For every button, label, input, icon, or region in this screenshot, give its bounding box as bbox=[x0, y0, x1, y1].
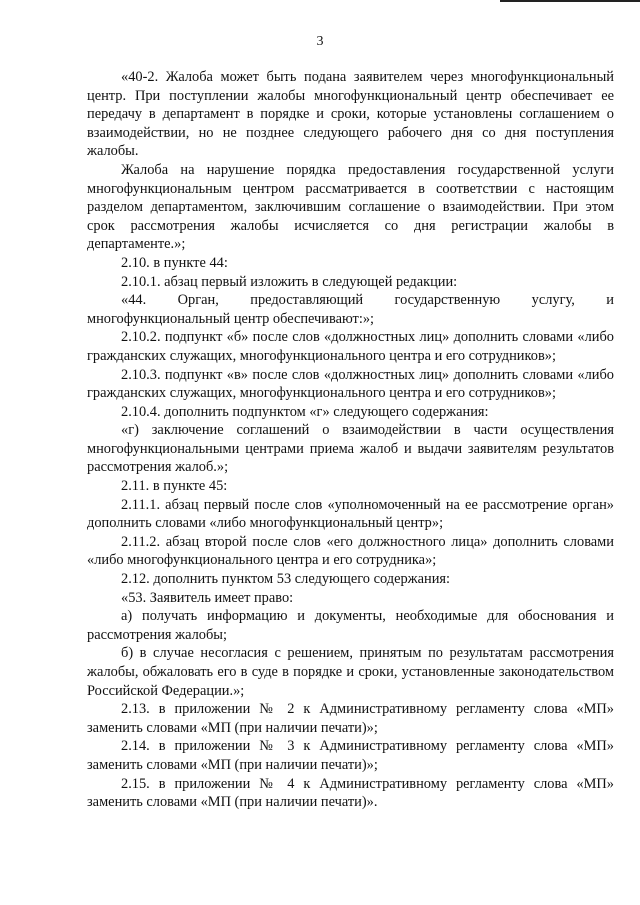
paragraph-2-11-2: 2.11.2. абзац второй после слов «его должностного лица» дополнить словами «либо многофункционального центра и его сотрудника»; bbox=[87, 533, 614, 569]
paragraph-44: «44. Орган, предоставляющий государственную услугу, и многофункциональный центр обеспечивают:»; bbox=[87, 292, 614, 327]
paragraph-2-11-1: 2.11.1. абзац первый после слов «уполномоченный на ее рассмотрение орган» дополнить словами «либо многофункциональный центр»; bbox=[87, 496, 614, 532]
paragraph-2-13: 2.13. в приложении № 2 к Административному регламенту слова «МП» заменить словами «МП (при наличии печати)»; bbox=[87, 701, 614, 736]
paragraph-2-11: 2.11. в пункте 45: bbox=[121, 478, 228, 495]
paragraph-2-10-3: 2.10.3. подпункт «в» после слов «должностных лиц» дополнить словами «либо гражданских служащих, многофункционального центра и его сотрудников»; bbox=[87, 366, 614, 402]
paragraph-subitem-g: «г) заключение соглашений о взаимодействии в части осуществления многофункциональными центрами приема жалоб и выдачи заявителям результатов рассмотрения жалоб.»; bbox=[87, 422, 614, 476]
paragraph-2-12: 2.12. дополнить пунктом 53 следующего содержания: bbox=[121, 571, 451, 588]
document-body bbox=[87, 68, 614, 812]
paragraph-complaint-mfc: Жалоба на нарушение порядка предоставления государственной услуги многофункциональным центром рассматривается в соответствии с настоящим разделом департаментом, заключившим соглашение о взаимодействии. При этом срок рассмотрения жалобы исчисляется со дня регистрации жалобы в департаменте.»; bbox=[87, 161, 614, 253]
page-number: 3 bbox=[316, 34, 324, 49]
paragraph-2-14: 2.14. в приложении № 3 к Административному регламенту слова «МП» заменить словами «МП (при наличии печати)»; bbox=[87, 738, 614, 773]
paragraph-2-10-1: 2.10.1. абзац первый изложить в следующей редакции: bbox=[121, 273, 458, 290]
top-edge-rule bbox=[500, 0, 640, 2]
paragraph-2-10-4: 2.10.4. дополнить подпунктом «г» следующего содержания: bbox=[121, 403, 489, 420]
paragraph-2-10: 2.10. в пункте 44: bbox=[121, 254, 228, 271]
paragraph-53-a: а) получать информацию и документы, необходимые для обоснования и рассмотрения жалобы; bbox=[87, 608, 614, 643]
paragraph-53: «53. Заявитель имеет право: bbox=[121, 589, 294, 606]
paragraph-40-2: «40-2. Жалоба может быть подана заявителем через многофункциональный центр. При поступлении жалобы многофункциональный центр обеспечивает ее передачу в департамент в порядке и сроки, которые установлены соглашением о взаимодействии, но не позднее следующего рабочего дня со дня поступления жалобы. bbox=[87, 69, 614, 160]
paragraph-53-b: б) в случае несогласия с решением, принятым по результатам рассмотрения жалобы, обжаловать его в суде в порядке и сроки, установленные законодательством Российской Федерации.»; bbox=[87, 645, 614, 699]
paragraph-2-15: 2.15. в приложении № 4 к Административному регламенту слова «МП» заменить словами «МП (при наличии печати)». bbox=[87, 775, 614, 811]
paragraph-2-10-2: 2.10.2. подпункт «б» после слов «должностных лиц» дополнить словами «либо гражданских служащих, многофункционального центра и его сотрудников»; bbox=[87, 329, 614, 364]
